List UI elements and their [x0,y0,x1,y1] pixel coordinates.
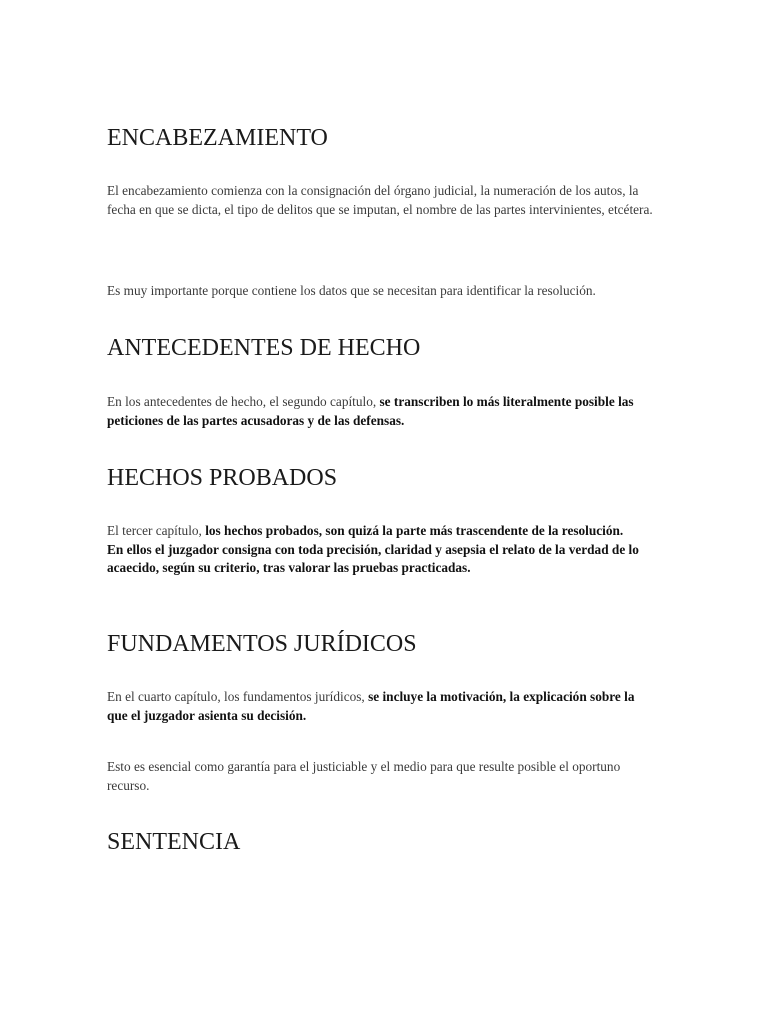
heading-encabezamiento: ENCABEZAMIENTO [107,125,328,151]
paragraph-encabezamiento-2: Es muy importante porque contiene los datos que se necesitan para identificar la resolución. [107,283,596,298]
hechos-plain-text: El tercer capítulo, [107,523,206,538]
paragraph-fundamentos-2: Esto es esencial como garantía para el justiciable y el medio para que resulte posible el oportuno recurso. [107,759,621,793]
heading-fundamentos-juridicos: FUNDAMENTOS JURÍDICOS [107,631,417,657]
heading-sentencia: SENTENCIA [107,829,241,855]
heading-antecedentes: ANTECEDENTES DE HECHO [107,335,421,361]
paragraph-fundamentos-1 [107,688,655,725]
fundamentos-bold-text: se incluye la motivación, la explicación sobre la que el juzgador asienta su decisión. [107,689,635,723]
paragraph-antecedentes [107,393,655,430]
hechos-bold-text: los hechos probados, son quizá la parte más trascendente de la resolución. En ellos el juzgador consigna con toda precisión, claridad y asepsia el relato de la verdad de lo acaecido, según su criterio, tras valorar las pruebas practicadas. [107,523,639,576]
antecedentes-plain-text: En los antecedentes de hecho, el segundo capítulo, [107,394,380,409]
paragraph-hechos-probados [107,522,642,578]
paragraph-encabezamiento-1: El encabezamiento comienza con la consignación del órgano judicial, la numeración de los autos, la fecha en que se dicta, el tipo de delitos que se imputan, el nombre de las partes intervinientes, etcétera. [107,183,653,217]
fundamentos-plain-text: En el cuarto capítulo, los fundamentos jurídicos, [107,689,369,704]
antecedentes-bold-text: se transcriben lo más literalmente posible las peticiones de las partes acusadoras y de las defensas. [107,394,634,428]
heading-hechos-probados: HECHOS PROBADOS [107,465,338,491]
